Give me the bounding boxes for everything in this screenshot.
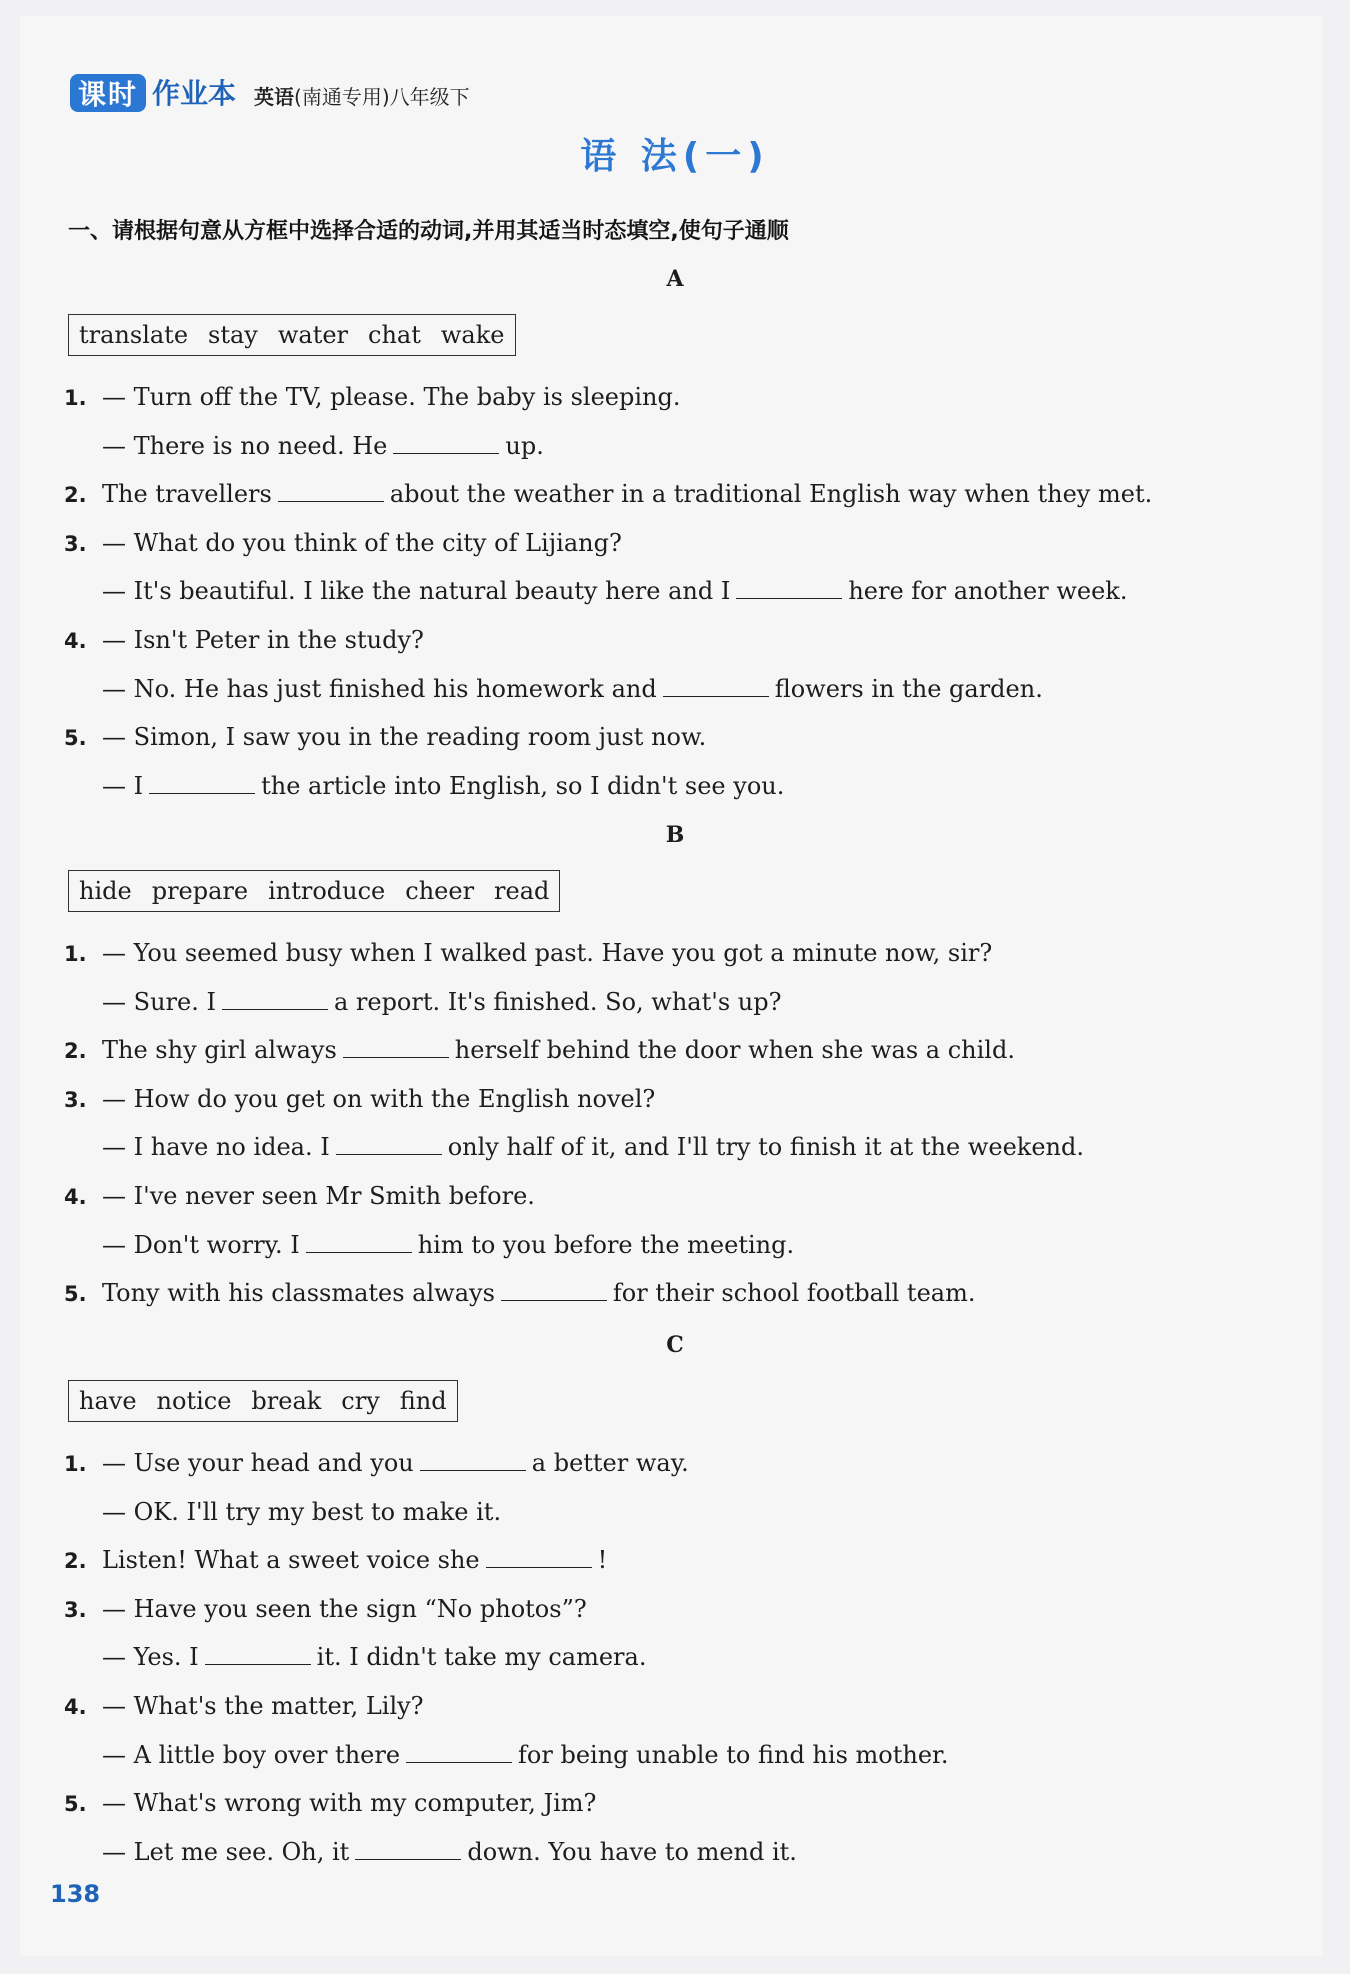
question-number: 2. (64, 483, 87, 508)
question-text: — Use your head and you (102, 1449, 414, 1477)
answer-blank[interactable] (149, 771, 255, 794)
grade-label: 八年级下 (389, 85, 470, 109)
word-box-item: notice (156, 1387, 232, 1415)
section-a-word-box (68, 314, 516, 356)
question-text-after-blank: herself behind the door when she was a child. (454, 1036, 1015, 1065)
question-text-after-blank: only half of it, and I'll try to finish it at the weekend. (447, 1133, 1084, 1162)
book-subtitle (254, 82, 470, 112)
question-number: 2. (64, 1039, 87, 1064)
question-line (64, 1691, 424, 1722)
keshi-logo: 课时 (70, 74, 146, 112)
answer-blank[interactable] (663, 674, 769, 697)
page-number: 138 (50, 1880, 101, 1908)
word-box-item: water (277, 321, 349, 349)
word-box-item: chat (368, 321, 421, 349)
answer-blank[interactable] (501, 1278, 607, 1301)
question-text: — You seemed busy when I walked past. Have you got a minute now, sir? (102, 939, 993, 967)
question-text: — What's wrong with my computer, Jim? (102, 1789, 597, 1818)
question-text-after-blank: down. You have to mend it. (467, 1837, 797, 1866)
question-text: — Sure. I (102, 987, 216, 1016)
word-box-item: break (251, 1387, 322, 1415)
question-text: Listen! What a sweet voice she (102, 1546, 480, 1575)
question-line (64, 771, 784, 801)
question-text-after-blank: ! (597, 1546, 608, 1575)
word-box-item: cheer (405, 877, 475, 905)
question-number: 2. (64, 1549, 87, 1574)
question-line (64, 1837, 797, 1867)
question-text-after-blank: the article into English, so I didn't see you. (261, 771, 785, 800)
question-text: — How do you get on with the English novel? (102, 1084, 656, 1113)
question-text: — I (102, 771, 144, 800)
answer-blank[interactable] (736, 576, 842, 599)
section-c-letter: C (666, 1332, 684, 1358)
question-line (64, 1740, 948, 1770)
question-number: 1. (64, 1452, 87, 1476)
question-line (64, 722, 706, 753)
question-text: — Let me see. Oh, it (102, 1837, 350, 1866)
answer-blank[interactable] (336, 1132, 442, 1155)
book-header (70, 72, 470, 112)
question-text: — Turn off the TV, please. The baby is sleeping. (102, 383, 681, 411)
section-b-word-box (68, 870, 560, 912)
question-text-after-blank: a report. It's finished. So, what's up? (333, 987, 782, 1016)
zuoyeben-logo: 作业本 (152, 77, 237, 110)
question-text: — No. He has just finished his homework and (102, 674, 657, 703)
question-number: 5. (64, 726, 87, 751)
word-box-item: translate (79, 321, 189, 349)
answer-blank[interactable] (406, 1740, 512, 1763)
question-text: — A little boy over there (102, 1740, 401, 1769)
question-number: 5. (64, 1282, 87, 1307)
word-box-item: stay (208, 321, 258, 349)
subject-label: 英语 (254, 85, 295, 109)
word-box-item: read (494, 877, 550, 905)
page-title: 语 法(一) (580, 136, 770, 177)
question-text-after-blank: for their school football team. (612, 1279, 976, 1308)
word-box-item: cry (341, 1387, 380, 1415)
answer-blank[interactable] (343, 1035, 449, 1058)
question-text: — I've never seen Mr Smith before. (102, 1182, 535, 1210)
word-box-item: hide (79, 877, 132, 905)
question-line (64, 987, 782, 1017)
question-number: 4. (64, 1185, 87, 1209)
question-line (64, 1545, 607, 1576)
question-line (64, 1594, 587, 1625)
question-text: — There is no need. He (102, 431, 388, 460)
question-number: 1. (64, 386, 87, 410)
question-text-after-blank: flowers in the garden. (774, 674, 1043, 703)
question-line (64, 1788, 596, 1819)
question-text: — OK. I'll try my best to make it. (102, 1497, 502, 1526)
question-line (64, 1642, 646, 1672)
question-number: 1. (64, 942, 87, 966)
question-text: The travellers (102, 480, 272, 509)
word-box-item: prepare (151, 877, 249, 905)
question-text: — I have no idea. I (102, 1133, 330, 1162)
question-text: — Have you seen the sign “No photos”? (102, 1594, 587, 1623)
question-text: — Don't worry. I (102, 1230, 300, 1259)
question-text: Tony with his classmates always (102, 1279, 495, 1308)
question-number: 4. (64, 629, 87, 653)
answer-blank[interactable] (205, 1642, 311, 1665)
question-line (64, 382, 680, 413)
question-text: — What's the matter, Lily? (102, 1692, 424, 1720)
question-text-after-blank: it. I didn't take my camera. (316, 1643, 647, 1672)
question-line (64, 1497, 501, 1527)
exercise-instruction: 一、请根据句意从方框中选择合适的动词,并用其适当时态填空,使句子通顺 (68, 219, 789, 244)
answer-blank[interactable] (355, 1837, 461, 1860)
question-text: The shy girl always (102, 1036, 337, 1065)
question-text-after-blank: for being unable to find his mother. (518, 1740, 949, 1769)
word-box-item: find (399, 1387, 447, 1415)
question-text-after-blank: him to you before the meeting. (417, 1230, 795, 1259)
question-text: — Yes. I (102, 1643, 199, 1672)
question-line (64, 1132, 1084, 1162)
question-line (64, 479, 1152, 510)
answer-blank[interactable] (278, 479, 384, 502)
question-line (64, 625, 424, 656)
word-box-item: have (79, 1387, 137, 1415)
question-line (64, 1448, 689, 1479)
answer-blank[interactable] (222, 987, 328, 1010)
answer-blank[interactable] (306, 1230, 412, 1253)
question-text-after-blank: here for another week. (848, 577, 1128, 606)
word-box-item: wake (440, 321, 505, 349)
question-line (64, 576, 1127, 606)
question-number: 3. (64, 1597, 87, 1622)
word-box-item: introduce (268, 877, 386, 905)
question-line (64, 938, 992, 969)
question-text: — Simon, I saw you in the reading room just now. (102, 723, 707, 752)
question-line (64, 528, 622, 559)
question-text-after-blank: about the weather in a traditional English way when they met. (389, 480, 1153, 509)
question-line (64, 1230, 794, 1260)
question-number: 4. (64, 1695, 87, 1719)
question-text: — It's beautiful. I like the natural beauty here and I (102, 577, 731, 606)
question-line (64, 1278, 975, 1309)
question-line (64, 1035, 1015, 1066)
answer-blank[interactable] (393, 431, 499, 454)
question-number: 5. (64, 1792, 87, 1817)
question-text: — Isn't Peter in the study? (102, 626, 424, 654)
question-text-after-blank: a better way. (531, 1449, 689, 1477)
question-number: 3. (64, 1087, 87, 1112)
question-line (64, 674, 1043, 704)
question-line (64, 431, 544, 461)
question-line (64, 1181, 535, 1212)
answer-blank[interactable] (486, 1545, 592, 1568)
section-a-letter: A (666, 266, 684, 292)
section-b-letter: B (665, 822, 685, 848)
question-text: — What do you think of the city of Lijiang? (102, 528, 622, 557)
question-number: 3. (64, 531, 87, 556)
section-c-word-box (68, 1380, 458, 1422)
question-text-after-blank: up. (505, 431, 544, 460)
question-line (64, 1084, 655, 1115)
answer-blank[interactable] (420, 1448, 526, 1471)
edition-label: (南通专用) (294, 85, 390, 109)
